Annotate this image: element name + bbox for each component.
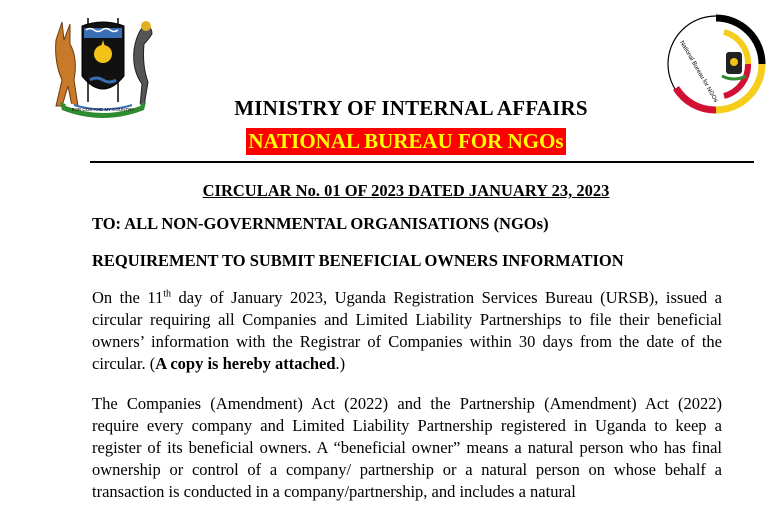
- attachment-note: A copy is hereby attached: [155, 354, 336, 373]
- subject-line: REQUIREMENT TO SUBMIT BENEFICIAL OWNERS INFORMATION: [92, 251, 624, 270]
- paragraph-2: The Companies (Amendment) Act (2022) and the Partnership (Amendment) Act (2022) require every company and Limited Liability Partnership registered in Uganda to keep a register of its beneficial owners. A “beneficial owner” means a natural person who has final ownership or control of a company/ partnership or a natural person on whose behalf a transaction is conducted in a company/partnership, and includes a natural: [92, 394, 722, 501]
- para1-day-suffix: th: [163, 288, 172, 300]
- bureau-title: NATIONAL BUREAU FOR NGOs: [248, 129, 564, 153]
- motto-text: FOR GOD AND MY COUNTRY: [71, 107, 135, 112]
- para1-end: .): [335, 354, 346, 373]
- para1-start: On the 11: [92, 288, 164, 307]
- para1-body: day of January 2023, Uganda Registration Services Bureau (URSB), issued a circular requiring all Companies and Limited Liability Partnerships to file their beneficial owners’ information with the Registrar of Companies within 30 days from the date of the circular. (: [92, 288, 722, 373]
- addressee-line: TO: ALL NON-GOVERNMENTAL ORGANISATIONS (NGOs): [92, 214, 549, 233]
- bureau-title-wrap: [0, 128, 778, 155]
- paragraph-1: [92, 287, 722, 375]
- ministry-title: MINISTRY OF INTERNAL AFFAIRS: [234, 96, 588, 120]
- circular-title: CIRCULAR No. 01 OF 2023 DATED JANUARY 23, 2023: [202, 181, 610, 200]
- header-divider: [90, 161, 754, 163]
- logo-text: National Bureau for NGOs: [678, 40, 719, 104]
